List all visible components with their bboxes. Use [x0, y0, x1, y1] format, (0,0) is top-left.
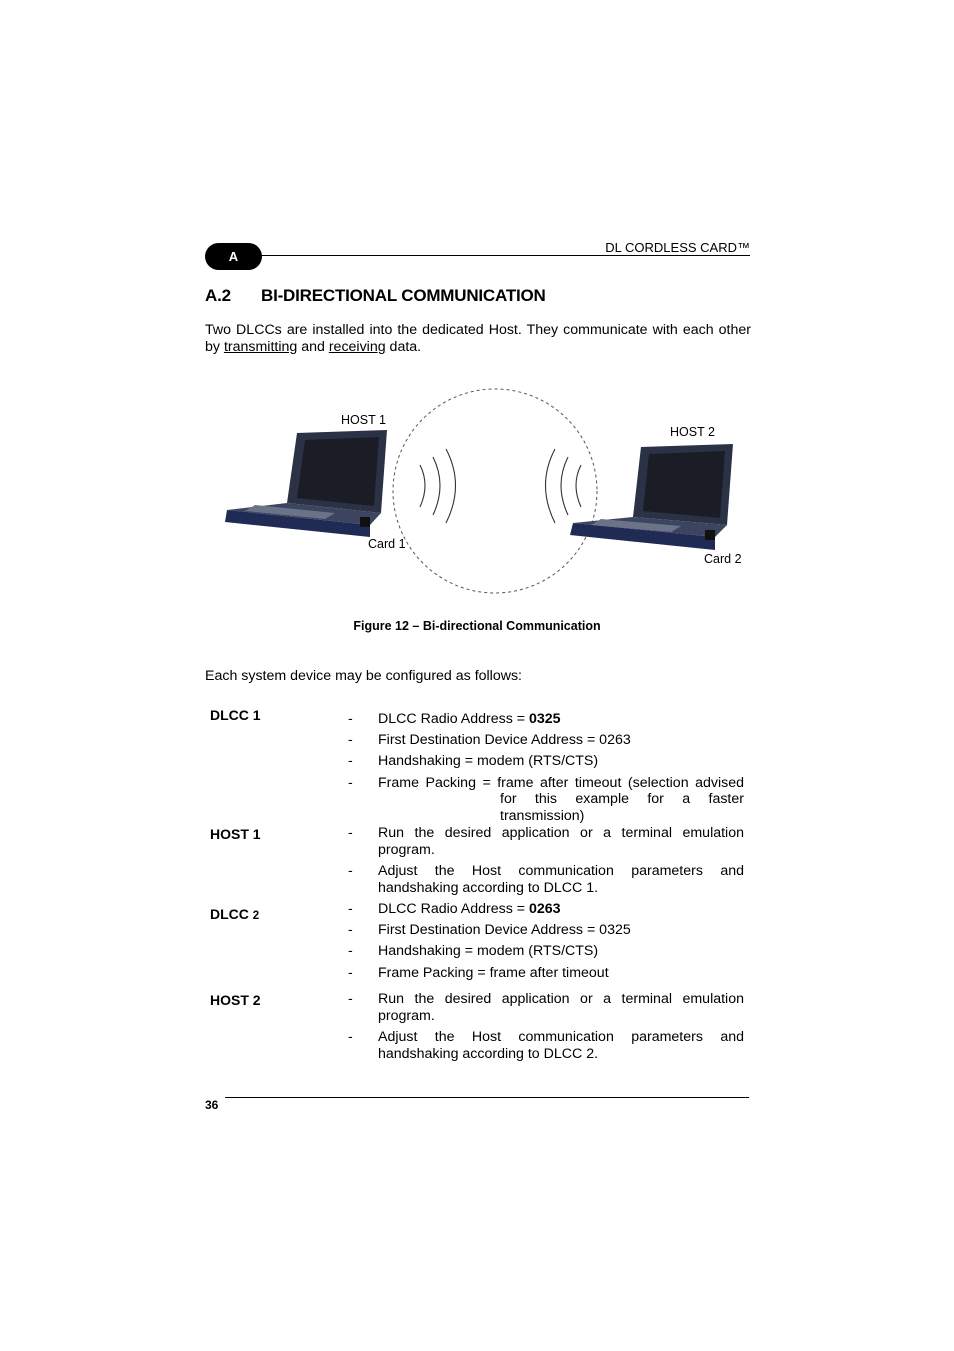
host1-config-label: HOST 1 — [210, 826, 261, 842]
dlcc1-handshaking: Handshaking = modem (RTS/CTS) — [378, 753, 599, 769]
intro-text-2: and — [297, 339, 329, 355]
bullet-dash: - — [348, 991, 353, 1007]
host2-config-label: HOST 2 — [210, 992, 261, 1008]
section-title: BI-DIRECTIONAL COMMUNICATION — [261, 286, 546, 305]
section-number: A.2 — [205, 286, 231, 305]
intro-text-1: Two DLCCs are installed into the dedicated Host. They communicate with each other by — [205, 322, 751, 355]
bidirectional-figure — [215, 385, 755, 600]
card1-label: Card 1 — [368, 537, 406, 551]
bullet-dash: - — [348, 775, 353, 791]
dlcc2-label-main: DLCC — [210, 906, 253, 922]
footer-rule — [225, 1097, 749, 1098]
host2-run-application: Run the desired application or a terminal emulation program. — [378, 991, 744, 1024]
dlcc1-frame-packing: Frame Packing = frame after timeout (selection advised — [378, 775, 744, 791]
bullet-dash: - — [348, 922, 353, 938]
dlcc1-label: DLCC 1 — [210, 707, 261, 723]
laptop-host2-icon — [570, 444, 733, 550]
intro-term-receiving: receiving — [328, 339, 386, 355]
dlcc1-destination-address: First Destination Device Address = 0263 — [378, 732, 631, 748]
dlcc1-radio-address — [378, 711, 744, 728]
dlcc2-label-number: 2 — [252, 910, 260, 922]
bullet-dash: - — [348, 901, 353, 917]
dlcc2-radio-address — [378, 901, 744, 918]
host1-run-application: Run the desired application or a terminal emulation program. — [378, 825, 744, 858]
section-heading — [205, 286, 546, 306]
bullet-dash: - — [348, 711, 353, 727]
config-intro: Each system device may be configured as follows: — [205, 668, 523, 684]
radio-waves-right-icon — [546, 449, 582, 523]
host2-label: HOST 2 — [670, 425, 715, 439]
bullet-dash: - — [348, 753, 353, 769]
dlcc2-destination-address: First Destination Device Address = 0325 — [378, 922, 631, 938]
dlcc2-frame-packing: Frame Packing = frame after timeout — [378, 965, 609, 981]
bullet-dash: - — [348, 863, 353, 879]
laptop-host1-icon — [225, 430, 387, 537]
bullet-dash: - — [348, 732, 353, 748]
dlcc1-radio-address-value: 0325 — [529, 711, 561, 727]
dlcc1-radio-address-label: DLCC Radio Address = — [378, 711, 530, 727]
header-rule — [258, 255, 750, 256]
bullet-dash: - — [348, 1029, 353, 1045]
dlcc2-label — [210, 906, 259, 922]
card2-label: Card 2 — [704, 552, 742, 566]
radio-range-circle — [393, 389, 597, 593]
dlcc1-frame-packing-continued: for this example for a faster transmission) — [500, 791, 744, 824]
intro-term-transmitting: transmitting — [223, 339, 298, 355]
page-number: 36 — [205, 1098, 219, 1112]
radio-waves-left-icon — [420, 449, 456, 523]
dlcc2-radio-address-value: 0263 — [529, 901, 561, 917]
bullet-dash: - — [348, 825, 353, 841]
intro-text-3: data. — [385, 339, 422, 355]
host1-label: HOST 1 — [341, 413, 386, 427]
dlcc2-handshaking: Handshaking = modem (RTS/CTS) — [378, 943, 599, 959]
figure-caption: Figure 12 – Bi-directional Communication — [353, 619, 601, 633]
running-title: DL CORDLESS CARD™ — [605, 240, 750, 255]
bullet-dash: - — [348, 965, 353, 981]
dlcc2-radio-address-label: DLCC Radio Address = — [378, 901, 530, 917]
bullet-dash: - — [348, 943, 353, 959]
intro-paragraph — [205, 322, 751, 356]
host1-adjust-parameters: Adjust the Host communication parameters and handshaking according to DLCC 1. — [378, 863, 744, 896]
host2-adjust-parameters: Adjust the Host communication parameters and handshaking according to DLCC 2. — [378, 1029, 744, 1062]
chapter-badge: A — [205, 243, 262, 270]
